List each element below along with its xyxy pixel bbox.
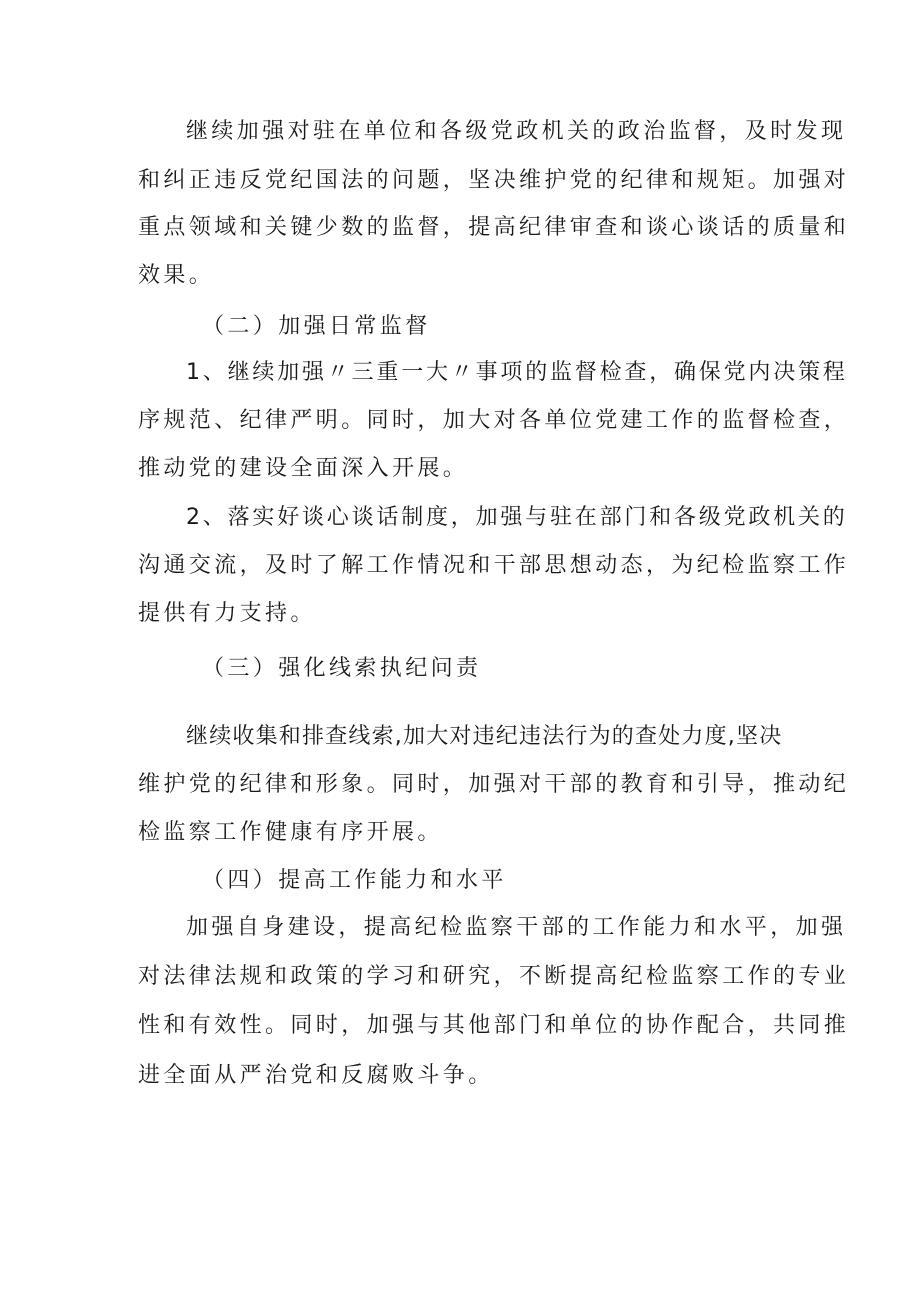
item-2-line-3: 提供有力支持。	[138, 601, 316, 626]
section-heading-2: （二）加强日常监督	[202, 314, 431, 339]
paragraph-4-line-2: 对法律法规和政策的学习和研究，不断提高纪检监察工作的专业	[138, 964, 850, 989]
paragraph-4-line-3: 性和有效性。同时，加强与其他部门和单位的协作配合，共同推	[138, 1013, 850, 1038]
paragraph-1-line-2: 和纠正违反党纪国法的问题，坚决维护党的纪律和规矩。加强对	[138, 168, 850, 193]
item-1-line-1: 1、继续加强〃三重一大〃事项的监督检查，确保党内决策程	[186, 360, 848, 385]
paragraph-3-line-2: 维护党的纪律和形象。同时，加强对干部的教育和引导，推动纪	[138, 772, 850, 797]
paragraph-3-line-1: 继续收集和排查线索,加大对违纪违法行为的查处力度,坚决	[186, 724, 783, 749]
item-1-line-3: 推动党的建设全面深入开展。	[138, 456, 469, 481]
section-heading-4: （四）提高工作能力和水平	[202, 868, 507, 893]
paragraph-3-line-3: 检监察工作健康有序开展。	[138, 820, 443, 845]
paragraph-1-line-1: 继续加强对驻在单位和各级党政机关的政治监督，及时发现	[186, 119, 847, 144]
item-1-line-2: 序规范、纪律严明。同时，加大对各单位党建工作的监督检查，	[138, 408, 850, 433]
item-2-line-1: 2、落实好谈心谈话制度，加强与驻在部门和各级党政机关的	[186, 505, 848, 530]
paragraph-1-line-4: 效果。	[138, 263, 215, 288]
section-heading-3: （三）强化线索执纪问责	[202, 656, 482, 681]
paragraph-1-line-3: 重点领域和关键少数的监督，提高纪律审查和谈心谈话的质量和	[138, 215, 850, 240]
paragraph-4-line-1: 加强自身建设，提高纪检监察干部的工作能力和水平，加强	[186, 915, 847, 940]
item-2-line-2: 沟通交流，及时了解工作情况和干部思想动态，为纪检监察工作	[138, 553, 850, 578]
paragraph-4-line-4: 进全面从严治党和反腐败斗争。	[138, 1063, 494, 1088]
